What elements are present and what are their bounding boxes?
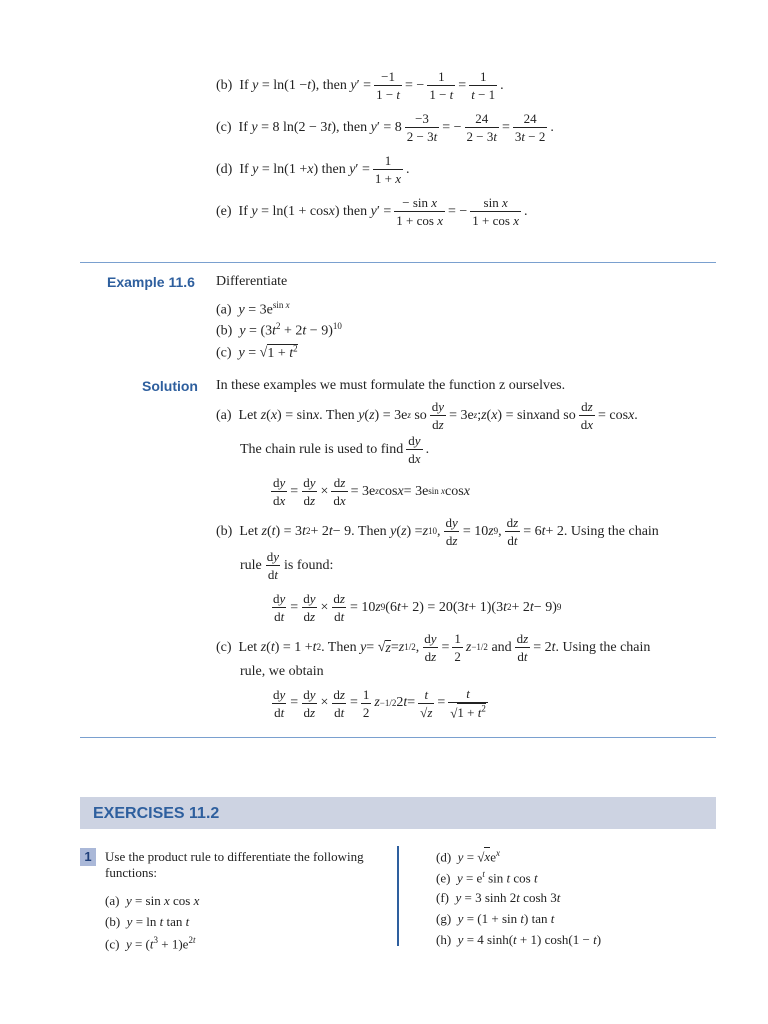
- solution-intro: In these examples we must formulate the function z ourselves.: [216, 378, 566, 393]
- item-label: (d): [216, 161, 233, 177]
- item-b: (b) If y = ln(1 − t ), then y ′ = $\frac{-1}{1 - t}$ = − $\frac{1}{1 - t}$ = $\frac{1}{t - 1}$ .: [216, 69, 504, 102]
- exercise-d: (d) $y = √xe^x$: [436, 848, 500, 865]
- divider-top: [80, 262, 716, 263]
- item-c: (c) If y = 8 ln(2 − 3 t ), then y ′ = 8 $\frac{-3}{2 - 3t}$ = − $\frac{24}{2 - 3t}$ = $\frac{24}{3t - 2}$ .: [216, 111, 554, 144]
- example-label: Example 11.6: [107, 274, 195, 290]
- solution-a-line1: (a) Let z ( x ) = sin x . Then y ( z ) = 3e z so $\frac{dy}{dz}$ = 3e z ; z ( x ) = sin x and so $\frac{dz}{dx}$ = cos x .: [216, 399, 638, 432]
- solution-a-eq: $\frac{dy}{dx}$ = $\frac{dy}{dz}$ × $\frac{dz}{dx}$ = 3e z cos x = 3e sin x cos x: [273, 475, 470, 508]
- column-divider: [397, 846, 399, 946]
- question-text: Use the product rule to differentiate the following functions:: [105, 849, 364, 880]
- example-part-c: (c) $y = √1 + t^2$: [216, 343, 298, 361]
- solution-c-line2: rule, we obtain: [240, 664, 324, 679]
- exercise-g: (g) y = (1 + sin t) tan t: [436, 911, 555, 926]
- question-number-badge: 1: [80, 848, 96, 866]
- divider-bottom: [80, 737, 716, 738]
- exercise-a: (a) y = sin x cos x: [105, 893, 200, 908]
- exercise-f: (f) y = 3 sinh 2t cosh 3t: [436, 890, 561, 905]
- solution-b-eq: $\frac{dy}{dt}$ = $\frac{dy}{dz}$ × $\frac{dz}{dt}$ = 10 z 9 (6 t + 2) = 20(3 t + 1)(3 t 2 + 2 t − 9) 9: [273, 591, 562, 624]
- item-e: (e) If y = ln(1 + cos x ) then y ′ = $\frac{\text{− sin x}}{\text{1 + cos x}}$ = − $\frac{\text{sin x}}{\text{1 + cos x}}$ .: [216, 195, 528, 228]
- exercises-title: EXERCISES 11.2: [93, 805, 220, 822]
- exercise-h: (h) y = 4 sinh(t + 1) cosh(1 − t): [436, 932, 602, 947]
- solution-label: Solution: [142, 378, 198, 394]
- solution-c-eq: $\frac{dy}{dt}$ = $\frac{dy}{dz}$ × $\frac{dz}{dt}$ = $\frac{1}{2}$ z −1/2 2 t = $\frac{t}{√z}$ = $\frac{t}{√1 + t^2}$: [273, 686, 486, 721]
- exercise-b: (b) y = ln t tan t: [105, 914, 190, 929]
- exercise-e: (e) $y = e^t$ sin t cos t: [436, 869, 538, 886]
- item-label: (c): [216, 119, 232, 135]
- item-d: (d) If y = ln(1 + x ) then y ′ = $\frac{1}{1 + x}$ .: [216, 153, 410, 186]
- example-part-b: (b) $y = (3t^2 + 2t - 9)^{10}$: [216, 321, 342, 339]
- item-label: (b): [216, 77, 233, 93]
- example-intro: Differentiate: [216, 274, 288, 289]
- solution-b-line2: rule $\frac{dy}{dt}$ is found:: [240, 549, 334, 582]
- item-label: (e): [216, 203, 232, 219]
- example-part-a: (a) $y = 3e^{sin x}$: [216, 300, 290, 318]
- solution-b-line1: (b) Let z ( t ) = 3 t 2 + 2 t − 9. Then y ( z ) = z 10 , $\frac{dy}{dz}$ = 10 z 9 , $\frac{dz}{dt}$ = 6 t + 2. Using the chain: [216, 515, 659, 548]
- solution-a-line2: The chain rule is used to find $\frac{dy}{dx}$ .: [240, 433, 430, 466]
- solution-c-line1: (c) Let z ( t ) = 1 + t 2 . Then y = √ z = z 1/2 , $\frac{dy}{dz}$ = $\frac{1}{2}$ z −1/2 and $\frac{dz}{dt}$ = 2 t . Using the chain: [216, 631, 651, 664]
- exercise-c: (c) $y = (t^3 + 1)e^{2t}$: [105, 935, 196, 952]
